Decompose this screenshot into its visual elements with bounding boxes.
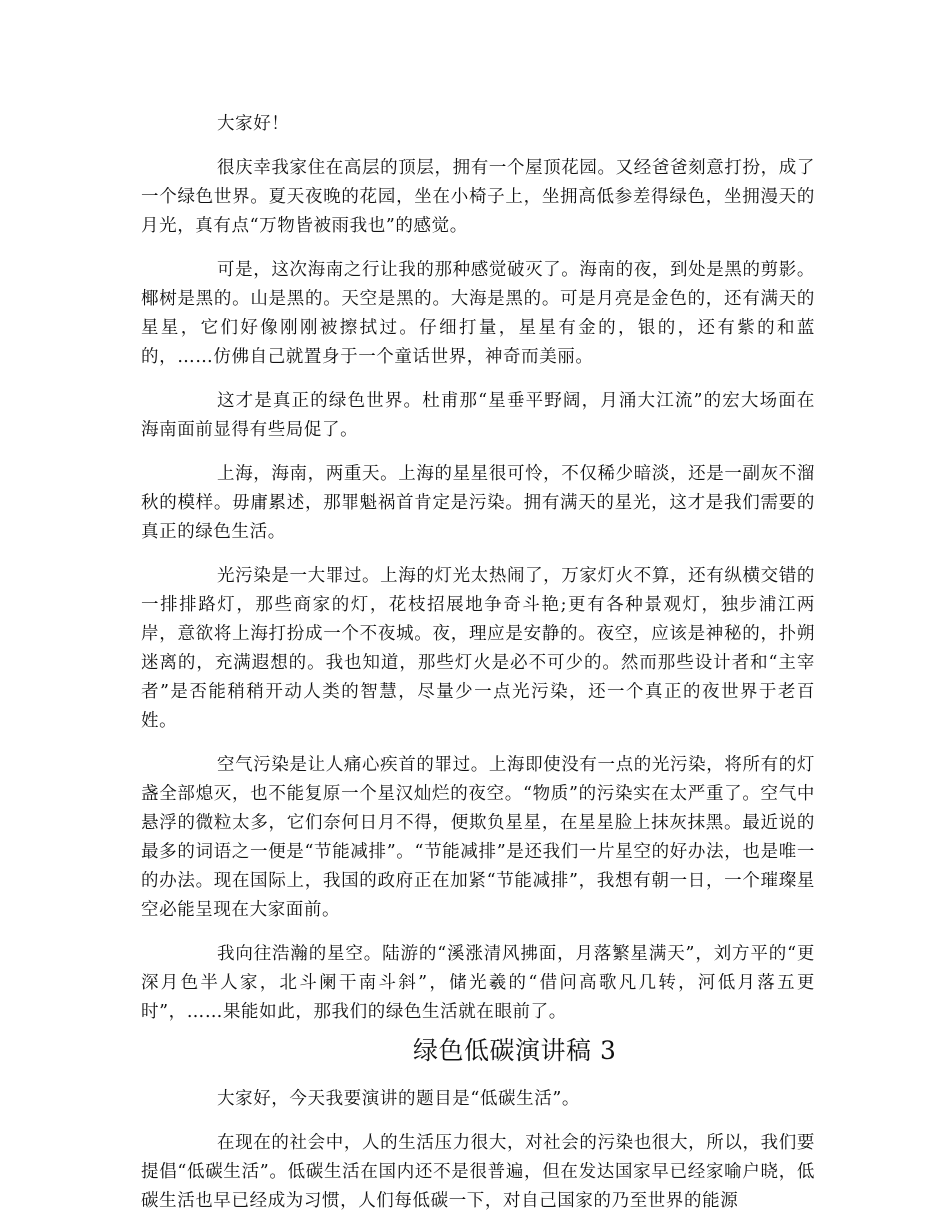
document-body <box>141 110 815 1216</box>
paragraph-speech-topic: 大家好，今天我要演讲的题目是“低碳生活”。 <box>217 1089 580 1109</box>
paragraph-low-carbon-life: 在现在的社会中，人的生活压力很大，对社会的污染也很大，所以，我们要提倡“低碳生活”。低碳生活在国内还不是很普遍，但在发达国家早已经家喻户晓，低碳生活也早已经成为习惯，人们每低碳一下，对自己国家的乃至世界的能源 <box>141 1133 815 1211</box>
paragraph-greeting: 大家好！ <box>217 114 290 134</box>
paragraph-shanghai-hainan: 上海，海南，两重天。上海的星星很可怜，不仅稀少暗淡，还是一副灰不溜秋的模样。毋庸累述，那罪魁祸首肯定是污染。拥有满天的星光，这才是我们需要的真正的绿色生活。 <box>141 464 815 542</box>
section-heading: 绿色低碳演讲稿 3 <box>413 1036 617 1065</box>
paragraph-air-pollution: 空气污染是让人痛心疾首的罪过。上海即使没有一点的光污染，将所有的灯盏全部熄灭，也不能复原一个星汉灿烂的夜空。“物质”的污染实在太严重了。空气中悬浮的微粒太多，它们奈何日月不得，便欺负星星，在星星脸上抹灰抹黑。最近说的最多的词语之一便是“节能减排”。“节能减排”是还我们一片星空的好办法，也是唯一的办法。现在国际上，我国的政府正在加紧“节能减排”，我想有朝一日，一个璀璨星空必能呈现在大家面前。 <box>141 755 815 920</box>
paragraph-rooftop-garden: 很庆幸我家住在高层的顶层，拥有一个屋顶花园。又经爸爸刻意打扮，成了一个绿色世界。夏天夜晚的花园，坐在小椅子上，坐拥高低参差得绿色，坐拥漫天的月光，真有点“万物皆被雨我也”的感觉。 <box>141 158 815 236</box>
paragraph-starry-sky: 我向往浩瀚的星空。陆游的“溪涨清风拂面，月落繁星满天”，刘方平的“更深月色半人家，北斗阑干南斗斜”，储光羲的“借问高歌凡几转，河低月落五更时”，……果能如此，那我们的绿色生活就在眼前了。 <box>141 944 815 1022</box>
paragraph-true-green-world: 这才是真正的绿色世界。杜甫那“星垂平野阔，月涌大江流”的宏大场面在海南面前显得有些局促了。 <box>141 391 815 440</box>
paragraph-hainan-night: 可是，这次海南之行让我的那种感觉破灭了。海南的夜，到处是黑的剪影。椰树是黑的。山是黑的。天空是黑的。大海是黑的。可是月亮是金色的，还有满天的星星，它们好像刚刚被擦拭过。仔细打量，星星有金的，银的，还有紫的和蓝的，……仿佛自己就置身于一个童话世界，神奇而美丽。 <box>141 260 815 367</box>
speech-section-2 <box>141 110 815 1027</box>
speech-section-3 <box>141 1085 815 1216</box>
paragraph-light-pollution: 光污染是一大罪过。上海的灯光太热闹了，万家灯火不算，还有纵横交错的一排排路灯，那些商家的灯，花枝招展地争奇斗艳;更有各种景观灯，独步浦江两岸，意欲将上海打扮成一个不夜城。夜，理应是安静的。夜空，应该是神秘的，扑朔迷离的，充满遐想的。我也知道，那些灯火是必不可少的。然而那些设计者和“主宰者”是否能稍稍开动人类的智慧，尽量少一点光污染，还一个真正的夜世界于老百姓。 <box>141 566 815 731</box>
